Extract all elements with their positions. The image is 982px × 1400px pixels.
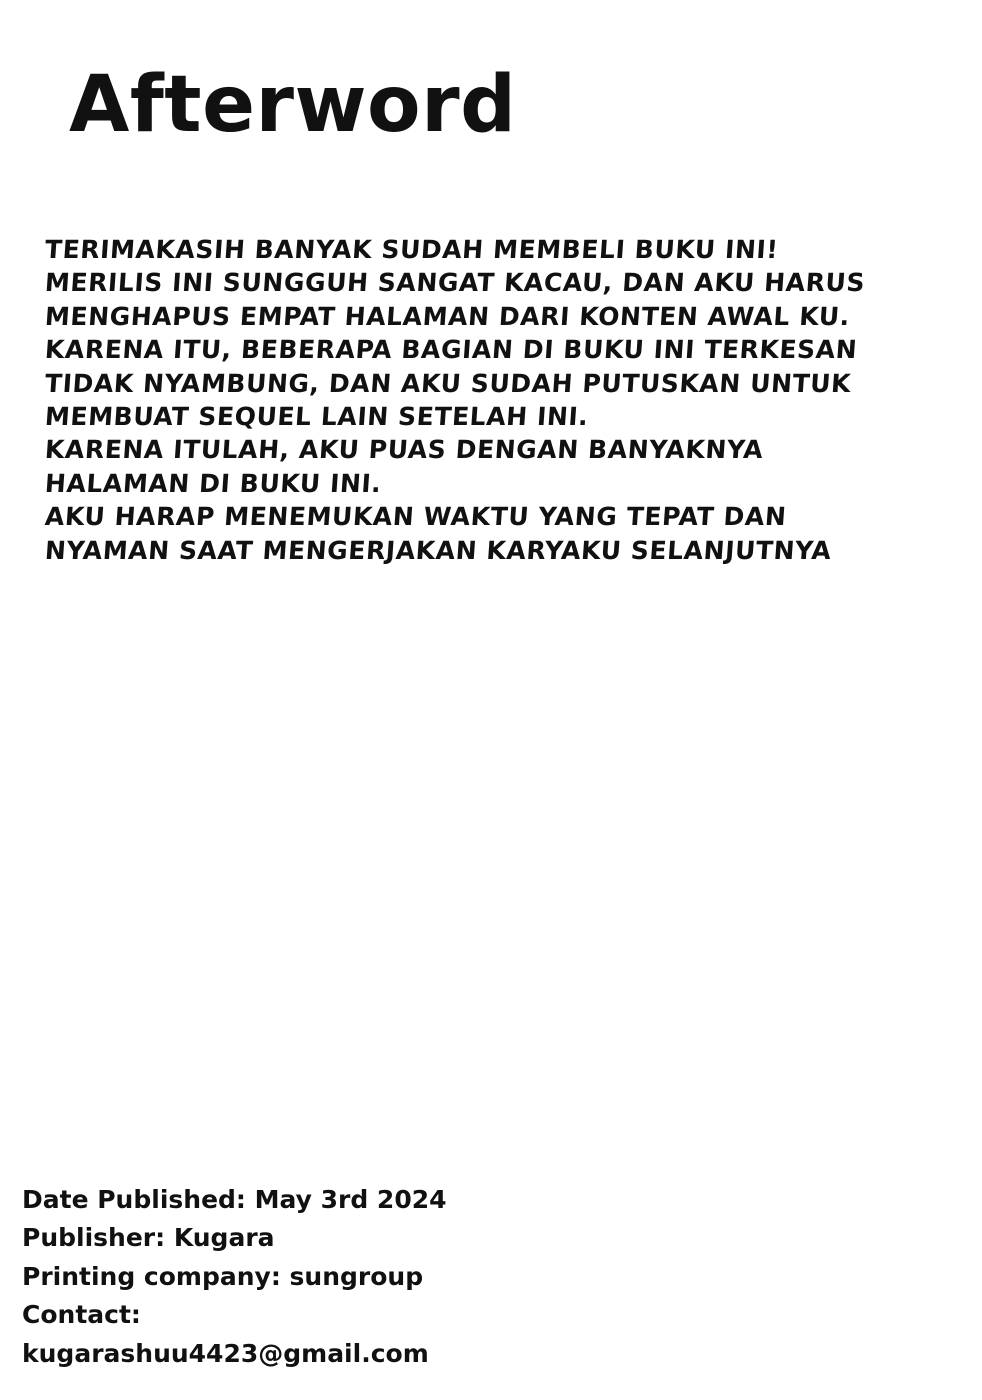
afterword-line: MENGHAPUS EMPAT HALAMAN DARI KONTEN AWAL KU. xyxy=(43,301,851,331)
afterword-line: TERIMAKASIH BANYAK SUDAH MEMBELI BUKU INI! xyxy=(43,235,780,264)
afterword-line: MERILIS INI SUNGGUH SANGAT KACAU, DAN AKU HARUS xyxy=(43,268,867,298)
publisher: Publisher: Kugara xyxy=(22,1223,275,1253)
contact-email: kugarashuu4423@gmail.com xyxy=(22,1338,429,1368)
printing-company: Printing company: sungroup xyxy=(22,1261,424,1291)
contact-label: Contact: xyxy=(22,1300,141,1330)
afterword-body xyxy=(45,233,925,567)
afterword-line: HALAMAN DI BUKU INI. xyxy=(43,468,383,498)
afterword-line: MEMBUAT SEQUEL LAIN SETELAH INI. xyxy=(43,401,590,431)
afterword-line: AKU HARAP MENEMUKAN WAKTU YANG TEPAT DAN xyxy=(43,502,788,532)
afterword-line: KARENA ITU, BEBERAPA BAGIAN DI BUKU INI TERKESAN xyxy=(43,335,859,365)
date-published: Date Published: May 3rd 2024 xyxy=(22,1185,447,1214)
page-title: Afterword xyxy=(69,60,517,150)
afterword-line: NYAMAN SAAT MENGERJAKAN KARYAKU SELANJUTNYA xyxy=(43,535,833,565)
afterword-line: KARENA ITULAH, AKU PUAS DENGAN BANYAKNYA xyxy=(43,435,765,465)
colophon xyxy=(22,1181,722,1373)
afterword-line: TIDAK NYAMBUNG, DAN AKU SUDAH PUTUSKAN UNTUK xyxy=(43,368,853,398)
